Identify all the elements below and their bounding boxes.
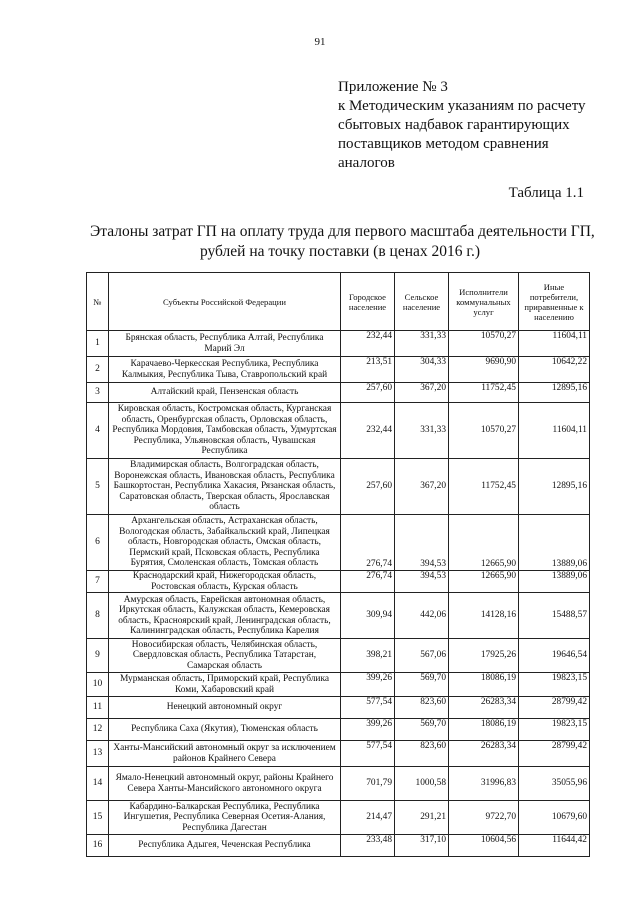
row-subjects: Ненецкий автономный округ [109, 697, 341, 719]
row-number: 15 [87, 801, 109, 835]
row-others: 10642,22 [519, 357, 590, 383]
appendix-line: Приложение № 3 [338, 79, 448, 95]
row-rural: 367,20 [395, 459, 449, 515]
row-utilities: 9690,90 [449, 357, 519, 383]
row-rural: 442,06 [395, 593, 449, 639]
row-subjects: Кировская область, Костромская область, Курганская область, Оренбургская область, Орловская область, Республика Мордовия, Тамбовская область, Удмуртская Республика, Ульяновская область, Чувашская Республика [109, 403, 341, 459]
table-row [87, 571, 590, 593]
row-number: 1 [87, 331, 109, 357]
title-line-2: рублей на точку поставки (в ценах 2016 г.) [199, 243, 481, 260]
row-utilities: 10604,56 [449, 835, 519, 857]
row-rural: 394,53 [395, 515, 449, 571]
row-rural: 394,53 [395, 571, 449, 593]
row-number: 12 [87, 719, 109, 741]
row-number: 11 [87, 697, 109, 719]
table-row [87, 697, 590, 719]
row-urban: 213,51 [341, 357, 395, 383]
row-urban: 257,60 [341, 383, 395, 403]
appendix-line: к Методическим указаниям по расчету [338, 98, 586, 114]
appendix-header [338, 78, 628, 173]
row-rural: 331,33 [395, 403, 449, 459]
row-others: 12895,16 [519, 459, 590, 515]
row-subjects: Республика Адыгея, Чеченская Республика [109, 835, 341, 857]
row-others: 19823,15 [519, 719, 590, 741]
row-utilities: 12665,90 [449, 515, 519, 571]
row-urban: 214,47 [341, 801, 395, 835]
row-urban: 232,44 [341, 403, 395, 459]
row-others: 11604,11 [519, 403, 590, 459]
header-num: № [87, 273, 109, 331]
header-rural: Сельское население [395, 273, 449, 331]
row-subjects: Амурская область, Еврейская автономная область, Иркутская область, Калужская область, Кемеровская область, Красноярский край, Ленинградская область, Калининградская область, Республика Карелия [109, 593, 341, 639]
row-subjects: Ханты-Мансийский автономный округ за исключением районов Крайнего Севера [109, 741, 341, 767]
row-number: 5 [87, 459, 109, 515]
table-row [87, 331, 590, 357]
row-subjects: Кабардино-Балкарская Республика, Республика Ингушетия, Республика Северная Осетия-Алания, Республика Дагестан [109, 801, 341, 835]
row-urban: 577,54 [341, 741, 395, 767]
row-rural: 367,20 [395, 383, 449, 403]
row-others: 11644,42 [519, 835, 590, 857]
page-number: 91 [314, 36, 326, 48]
table-header-row [87, 273, 590, 331]
header-subjects: Субъекты Российской Федерации [109, 273, 341, 331]
row-urban: 276,74 [341, 515, 395, 571]
row-subjects: Мурманская область, Приморский край, Республика Коми, Хабаровский край [109, 673, 341, 697]
row-utilities: 31996,83 [449, 767, 519, 801]
row-subjects: Алтайский край, Пензенская область [109, 383, 341, 403]
row-urban: 398,21 [341, 639, 395, 673]
row-rural: 291,21 [395, 801, 449, 835]
row-others: 15488,57 [519, 593, 590, 639]
row-subjects: Архангельская область, Астраханская область, Вологодская область, Забайкальский край, Липецкая область, Новгородская область, Омская область, Пермский край, Псковская область, Республика Бурятия, Смоленская область, Томская область [109, 515, 341, 571]
row-rural: 569,70 [395, 673, 449, 697]
table-row [87, 719, 590, 741]
row-number: 3 [87, 383, 109, 403]
row-subjects: Ямало-Ненецкий автономный округ, районы Крайнего Севера Ханты-Мансийского автономного округа [109, 767, 341, 801]
row-others: 28799,42 [519, 741, 590, 767]
table-row [87, 639, 590, 673]
row-subjects: Новосибирская область, Челябинская область, Свердловская область, Республика Татарстан, Самарская область [109, 639, 341, 673]
table-row [87, 403, 590, 459]
row-utilities: 11752,45 [449, 383, 519, 403]
row-number: 13 [87, 741, 109, 767]
appendix-line: аналогов [338, 155, 395, 171]
row-utilities: 10570,27 [449, 331, 519, 357]
row-urban: 701,79 [341, 767, 395, 801]
row-others: 12895,16 [519, 383, 590, 403]
table-row [87, 835, 590, 857]
table-row [87, 673, 590, 697]
row-utilities: 12665,90 [449, 571, 519, 593]
row-utilities: 11752,45 [449, 459, 519, 515]
row-urban: 399,26 [341, 673, 395, 697]
document-title [90, 222, 595, 262]
title-line-1: Эталоны затрат ГП на оплату труда для первого масштаба деятельности ГП, [90, 223, 595, 240]
appendix-line: поставщиков методом сравнения [338, 136, 549, 152]
row-others: 28799,42 [519, 697, 590, 719]
row-subjects: Краснодарский край, Нижегородская область, Ростовская область, Курская область [109, 571, 341, 593]
row-number: 9 [87, 639, 109, 673]
row-subjects: Брянская область, Республика Алтай, Республика Марий Эл [109, 331, 341, 357]
table-row [87, 357, 590, 383]
row-others: 11604,11 [519, 331, 590, 357]
row-others: 13889,06 [519, 571, 590, 593]
row-utilities: 14128,16 [449, 593, 519, 639]
row-number: 14 [87, 767, 109, 801]
row-subjects: Карачаево-Черкесская Республика, Республика Калмыкия, Республика Тыва, Ставропольский край [109, 357, 341, 383]
row-rural: 823,60 [395, 741, 449, 767]
row-number: 2 [87, 357, 109, 383]
row-number: 8 [87, 593, 109, 639]
table-row [87, 767, 590, 801]
row-urban: 276,74 [341, 571, 395, 593]
row-utilities: 26283,34 [449, 741, 519, 767]
header-utilities: Исполнители коммунальных услуг [449, 273, 519, 331]
row-utilities: 17925,26 [449, 639, 519, 673]
row-rural: 569,70 [395, 719, 449, 741]
row-utilities: 18086,19 [449, 719, 519, 741]
row-subjects: Республика Саха (Якутия), Тюменская область [109, 719, 341, 741]
row-subjects: Владимирская область, Волгоградская область, Воронежская область, Ивановская область, Республика Башкортостан, Республика Хакасия, Рязанская область, Саратовская область, Тверская область, Ярославская область [109, 459, 341, 515]
row-utilities: 18086,19 [449, 673, 519, 697]
row-others: 10679,60 [519, 801, 590, 835]
row-rural: 1000,58 [395, 767, 449, 801]
row-others: 13889,06 [519, 515, 590, 571]
row-urban: 399,26 [341, 719, 395, 741]
row-urban: 257,60 [341, 459, 395, 515]
table-row [87, 741, 590, 767]
row-urban: 309,94 [341, 593, 395, 639]
header-others: Иные потребители, приравненные к населению [519, 273, 590, 331]
table-row [87, 801, 590, 835]
row-rural: 304,33 [395, 357, 449, 383]
row-rural: 331,33 [395, 331, 449, 357]
row-utilities: 9722,70 [449, 801, 519, 835]
row-others: 35055,96 [519, 767, 590, 801]
table-row [87, 383, 590, 403]
row-number: 10 [87, 673, 109, 697]
appendix-line: сбытовых надбавок гарантирующих [338, 117, 570, 133]
row-urban: 577,54 [341, 697, 395, 719]
row-utilities: 26283,34 [449, 697, 519, 719]
row-number: 7 [87, 571, 109, 593]
row-utilities: 10570,27 [449, 403, 519, 459]
table-row [87, 459, 590, 515]
row-urban: 233,48 [341, 835, 395, 857]
header-urban: Городское население [341, 273, 395, 331]
row-number: 4 [87, 403, 109, 459]
row-others: 19823,15 [519, 673, 590, 697]
row-urban: 232,44 [341, 331, 395, 357]
row-number: 6 [87, 515, 109, 571]
row-rural: 317,10 [395, 835, 449, 857]
table-number: Таблица 1.1 [508, 185, 584, 201]
cost-standards-table [86, 272, 590, 857]
row-number: 16 [87, 835, 109, 857]
row-rural: 567,06 [395, 639, 449, 673]
table-row [87, 515, 590, 571]
table-row [87, 593, 590, 639]
row-rural: 823,60 [395, 697, 449, 719]
row-others: 19646,54 [519, 639, 590, 673]
